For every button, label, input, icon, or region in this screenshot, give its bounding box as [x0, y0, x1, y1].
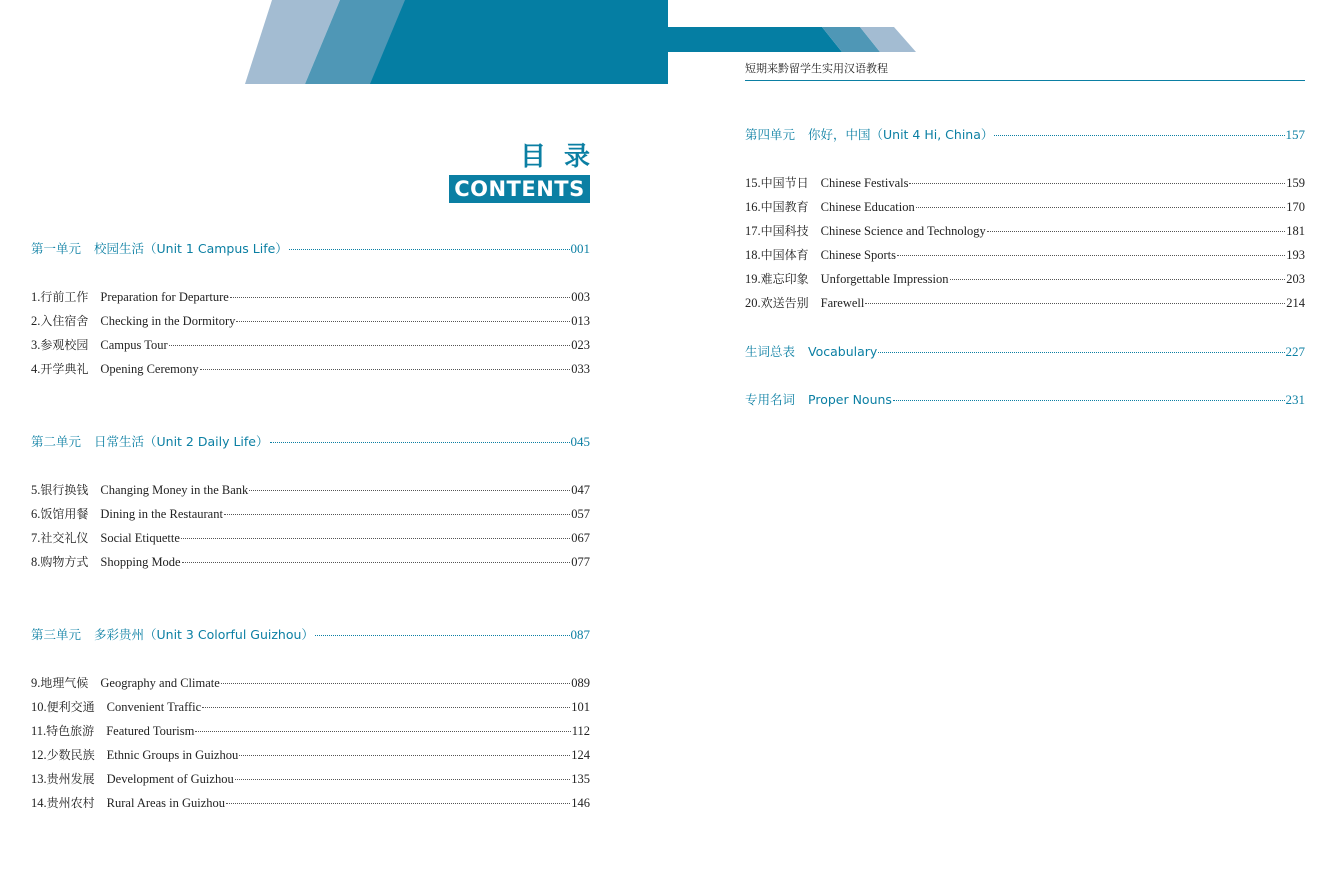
page-number: 157: [1285, 127, 1305, 142]
toc-unit-heading[interactable]: [745, 392, 1305, 408]
toc-entry[interactable]: [31, 361, 590, 377]
entry-chinese-title: 行前工作: [40, 290, 89, 304]
dot-leader: [221, 683, 570, 684]
entry-number: 9.: [31, 676, 41, 690]
dot-leader: [181, 538, 570, 539]
dot-leader: [270, 442, 570, 443]
entry-english-title: Ethnic Groups in Guizhou: [106, 748, 239, 762]
entry-chinese-title: 参观校园: [40, 338, 89, 352]
page-number: 170: [1286, 200, 1305, 214]
page-number: 135: [571, 772, 590, 786]
unit-label: 生词总表: [745, 344, 796, 359]
entry-number: 20.: [745, 296, 761, 310]
toc-entry[interactable]: [31, 699, 590, 715]
entry-number: 5.: [31, 483, 41, 497]
entry-english-title: Checking in the Dormitory: [100, 314, 236, 328]
entry-chinese-title: 入住宿舍: [40, 314, 89, 328]
entry-chinese-title: 少数民族: [46, 748, 95, 762]
entry-chinese-title: 欢送告别: [760, 296, 809, 310]
entry-english-title: Opening Ceremony: [100, 362, 199, 376]
toc-entry[interactable]: [31, 723, 590, 739]
dot-leader: [230, 297, 570, 298]
entry-english-title: Campus Tour: [100, 338, 168, 352]
entry-number: 12.: [31, 748, 47, 762]
dot-leader: [916, 207, 1286, 208]
entry-number: 6.: [31, 507, 41, 521]
dot-leader: [994, 135, 1284, 136]
entry-number: 18.: [745, 248, 761, 262]
page-number: 067: [571, 531, 590, 545]
entry-english-title: Farewell: [820, 296, 865, 310]
entry-number: 14.: [31, 796, 47, 810]
toc-entry[interactable]: [31, 313, 590, 329]
entry-number: 3.: [31, 338, 41, 352]
contents-title-english: CONTENTS: [449, 175, 590, 203]
dot-leader: [236, 321, 570, 322]
entry-number: 8.: [31, 555, 41, 569]
unit-label: 专用名词: [745, 392, 796, 407]
toc-unit-heading[interactable]: [31, 241, 590, 257]
entry-english-title: Development of Guizhou: [106, 772, 234, 786]
page-number: 057: [571, 507, 590, 521]
dot-leader: [226, 803, 570, 804]
unit-title: 多彩贵州（Unit 3 Colorful Guizhou）: [94, 627, 314, 642]
entry-english-title: Chinese Science and Technology: [820, 224, 986, 238]
toc-entry[interactable]: [31, 795, 590, 811]
dot-leader: [950, 279, 1286, 280]
page-number: 045: [570, 434, 590, 449]
entry-chinese-title: 便利交通: [46, 700, 95, 714]
dot-leader: [249, 490, 570, 491]
dot-leader: [169, 345, 571, 346]
entry-chinese-title: 社交礼仪: [40, 531, 89, 545]
entry-english-title: Featured Tourism: [106, 724, 195, 738]
toc-entry[interactable]: [31, 506, 590, 522]
entry-number: 7.: [31, 531, 41, 545]
dot-leader: [200, 369, 571, 370]
toc-entry[interactable]: [31, 771, 590, 787]
entry-chinese-title: 开学典礼: [40, 362, 89, 376]
unit-title: Proper Nouns: [808, 392, 892, 407]
toc-unit-heading[interactable]: [745, 344, 1305, 360]
dot-leader: [893, 400, 1285, 401]
page-number: 023: [571, 338, 590, 352]
page-number: 146: [571, 796, 590, 810]
page-number: 159: [1286, 176, 1305, 190]
page-number: 193: [1286, 248, 1305, 262]
entry-english-title: Shopping Mode: [100, 555, 181, 569]
unit-title: 校园生活（Unit 1 Campus Life）: [94, 241, 288, 256]
toc-entry[interactable]: [745, 271, 1305, 287]
dot-leader: [987, 231, 1285, 232]
entry-english-title: Rural Areas in Guizhou: [106, 796, 226, 810]
toc-entry[interactable]: [31, 337, 590, 353]
page-number: 203: [1286, 272, 1305, 286]
page-number: 033: [571, 362, 590, 376]
unit-title: 你好，中国（Unit 4 Hi, China）: [808, 127, 994, 142]
entry-chinese-title: 中国体育: [760, 248, 809, 262]
page-number: 087: [570, 627, 590, 642]
entry-chinese-title: 地理气候: [40, 676, 89, 690]
toc-entry[interactable]: [745, 175, 1305, 191]
entry-number: 2.: [31, 314, 41, 328]
toc-entry[interactable]: [31, 675, 590, 691]
banner-block-dark: [370, 0, 668, 84]
entry-english-title: Social Etiquette: [100, 531, 180, 545]
entry-number: 16.: [745, 200, 761, 214]
toc-entry[interactable]: [31, 554, 590, 570]
entry-chinese-title: 贵州发展: [46, 772, 95, 786]
entry-english-title: Chinese Festivals: [820, 176, 909, 190]
page-number: 013: [571, 314, 590, 328]
entry-number: 15.: [745, 176, 761, 190]
dot-leader: [909, 183, 1285, 184]
dot-leader: [235, 779, 571, 780]
page-number: 089: [571, 676, 590, 690]
toc-entry[interactable]: [745, 223, 1305, 239]
entry-chinese-title: 贵州农村: [46, 796, 95, 810]
entry-english-title: Preparation for Departure: [100, 290, 229, 304]
toc-entry[interactable]: [31, 482, 590, 498]
toc-unit-heading[interactable]: [745, 127, 1305, 143]
entry-number: 1.: [31, 290, 41, 304]
toc-entry[interactable]: [745, 247, 1305, 263]
toc-entry[interactable]: [745, 199, 1305, 215]
entry-english-title: Geography and Climate: [100, 676, 220, 690]
entry-chinese-title: 难忘印象: [760, 272, 809, 286]
page-number: 124: [571, 748, 590, 762]
header-rule: [745, 80, 1305, 81]
entry-chinese-title: 特色旅游: [46, 724, 95, 738]
header-banner-graphic: [0, 0, 1324, 90]
dot-leader: [239, 755, 570, 756]
unit-label: 第四单元: [745, 127, 796, 142]
dot-leader: [202, 707, 570, 708]
unit-title: 日常生活（Unit 2 Daily Life）: [94, 434, 269, 449]
page-number: 101: [571, 700, 590, 714]
entry-chinese-title: 银行换钱: [40, 483, 89, 497]
entry-number: 19.: [745, 272, 761, 286]
page-number: 181: [1286, 224, 1305, 238]
contents-title-chinese: 目录: [519, 142, 608, 172]
entry-english-title: Convenient Traffic: [106, 700, 202, 714]
toc-unit-heading[interactable]: [31, 434, 590, 450]
page-number: 001: [570, 241, 590, 256]
dot-leader: [897, 255, 1285, 256]
entry-english-title: Unforgettable Impression: [820, 272, 949, 286]
entry-english-title: Chinese Education: [820, 200, 915, 214]
entry-number: 11.: [31, 724, 47, 738]
toc-entry[interactable]: [31, 530, 590, 546]
toc-entry[interactable]: [31, 289, 590, 305]
unit-label: 第二单元: [31, 434, 82, 449]
entry-chinese-title: 饭馆用餐: [40, 507, 89, 521]
dot-leader: [224, 514, 570, 515]
dot-leader: [195, 731, 570, 732]
entry-chinese-title: 中国科技: [760, 224, 809, 238]
entry-chinese-title: 购物方式: [40, 555, 89, 569]
dot-leader: [878, 352, 1284, 353]
dot-leader: [182, 562, 571, 563]
entry-chinese-title: 中国节日: [760, 176, 809, 190]
page-number: 047: [571, 483, 590, 497]
entry-english-title: Changing Money in the Bank: [100, 483, 249, 497]
entry-chinese-title: 中国教育: [760, 200, 809, 214]
unit-title: Vocabulary: [808, 344, 878, 359]
entry-number: 17.: [745, 224, 761, 238]
entry-english-title: Dining in the Restaurant: [100, 507, 223, 521]
entry-english-title: Chinese Sports: [820, 248, 896, 262]
banner-tab-dark: [668, 27, 842, 52]
running-header-title: 短期来黔留学生实用汉语教程: [745, 62, 888, 75]
unit-label: 第三单元: [31, 627, 82, 642]
entry-number: 10.: [31, 700, 47, 714]
page-number: 003: [571, 290, 590, 304]
entry-number: 13.: [31, 772, 47, 786]
toc-entry[interactable]: [31, 747, 590, 763]
toc-entry[interactable]: [745, 295, 1305, 311]
dot-leader: [289, 249, 570, 250]
page-number: 214: [1286, 296, 1305, 310]
page-number: 077: [571, 555, 590, 569]
entry-number: 4.: [31, 362, 41, 376]
unit-label: 第一单元: [31, 241, 82, 256]
page-number: 227: [1285, 344, 1305, 359]
dot-leader: [865, 303, 1285, 304]
page-number: 112: [571, 724, 590, 738]
toc-unit-heading[interactable]: [31, 627, 590, 643]
page-number: 231: [1285, 392, 1305, 407]
dot-leader: [315, 635, 570, 636]
